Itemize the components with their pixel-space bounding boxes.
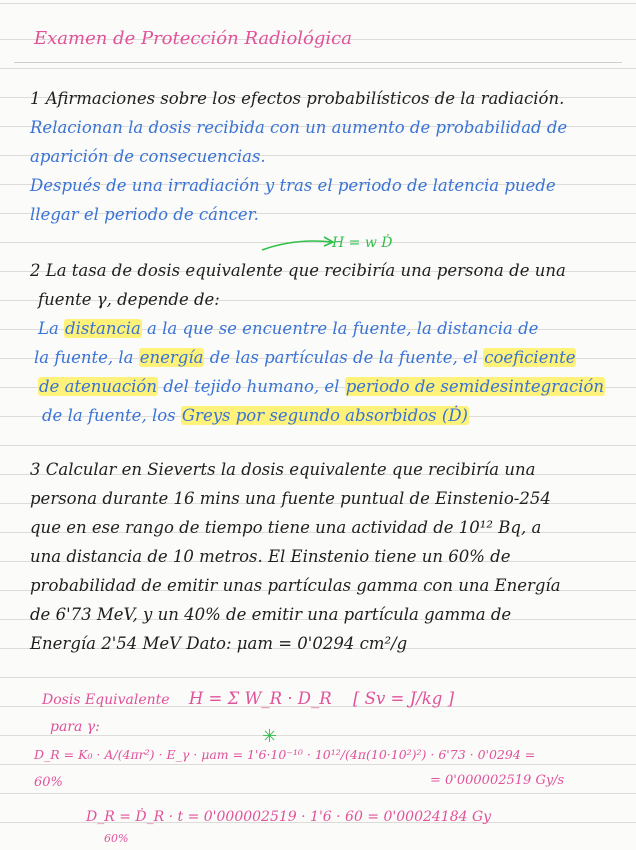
title-divider <box>14 62 622 63</box>
q3-line: de 6'73 MeV, y un 40% de emitir una partícula gamma de <box>30 605 512 624</box>
solution-para: para γ: <box>50 719 100 735</box>
note-formula: H = w Ḋ <box>332 235 393 251</box>
solution-dose-rate: D_R = K₀ · A/(4πr²) · E_γ · μam = 1'6·10⁻¹⁰ · 10¹²/(4π(10·10²)²) · 6'73 · 0'0294 = <box>34 747 536 762</box>
q1-answer-line: aparición de consecuencias. <box>30 147 266 166</box>
solution-units: [ Sv = J/kg ] <box>352 689 455 708</box>
highlight-atenuacion: de atenuación <box>39 377 157 396</box>
solution-formula: H = Σ W_R · D_R <box>188 689 332 708</box>
q3-line: una distancia de 10 metros. El Einstenio tiene un 60% de <box>30 547 511 566</box>
solution-pct: 60% <box>34 775 63 790</box>
solution-dose: D_R = Ḋ_R · t = 0'000002519 · 1'6 · 60 = 0'00024184 Gy <box>86 809 492 825</box>
q3-line: probabilidad de emitir unas partículas gamma con una Energía <box>30 576 561 595</box>
highlight-periodo: periodo de semidesintegración <box>345 377 605 396</box>
solution-dose-rate-result: = 0'000002519 Gy/s <box>430 773 565 788</box>
q2-answer-line: la fuente, la energía de las partículas de la fuente, el coeficiente <box>34 348 576 367</box>
highlight-energia: energía <box>139 348 204 367</box>
q2-answer-line: de atenuación del tejido humano, el periodo de semidesintegración <box>39 377 605 396</box>
q1-answer-line: Después de una irradiación y tras el periodo de latencia puede <box>30 176 556 195</box>
star-icon: ✳ <box>262 726 278 747</box>
highlight-distancia: distancia <box>65 319 141 338</box>
q3-line: Energía 2'54 MeV Dato: μam = 0'0294 cm²/g <box>30 634 408 653</box>
q3-line: 3 Calcular en Sieverts la dosis equivalente que recibiría una <box>30 460 536 479</box>
q2-question-line: 2 La tasa de dosis equivalente que recibiría una persona de una <box>30 261 566 280</box>
highlight-coeficiente: coeficiente <box>484 348 576 367</box>
solution-dose-pct: 60% <box>104 832 129 845</box>
q2-question-line: fuente γ, depende de: <box>38 290 220 309</box>
q1-answer-line: Relacionan la dosis recibida con un aumento de probabilidad de <box>30 118 568 137</box>
q2-answer-line: La distancia a la que se encuentre la fuente, la distancia de <box>38 319 539 338</box>
highlight-greys: Greys por segundo absorbidos (Ḋ) <box>181 406 468 425</box>
page-title: Examen de Protección Radiológica <box>34 28 352 49</box>
arrow-icon <box>260 234 340 254</box>
q1-question: 1 Afirmaciones sobre los efectos probabilísticos de la radiación. <box>30 89 565 108</box>
solution-heading: Dosis Equivalente <box>42 692 170 708</box>
q2-answer-line: de la fuente, los Greys por segundo absorbidos (Ḋ) <box>42 406 468 425</box>
solution-heading-line <box>42 688 602 711</box>
q1-answer-line: llegar el periodo de cáncer. <box>30 205 259 224</box>
q3-line: persona durante 16 mins una fuente puntual de Einstenio-254 <box>30 489 551 508</box>
q3-line: que en ese rango de tiempo tiene una actividad de 10¹² Bq, a <box>30 518 542 537</box>
